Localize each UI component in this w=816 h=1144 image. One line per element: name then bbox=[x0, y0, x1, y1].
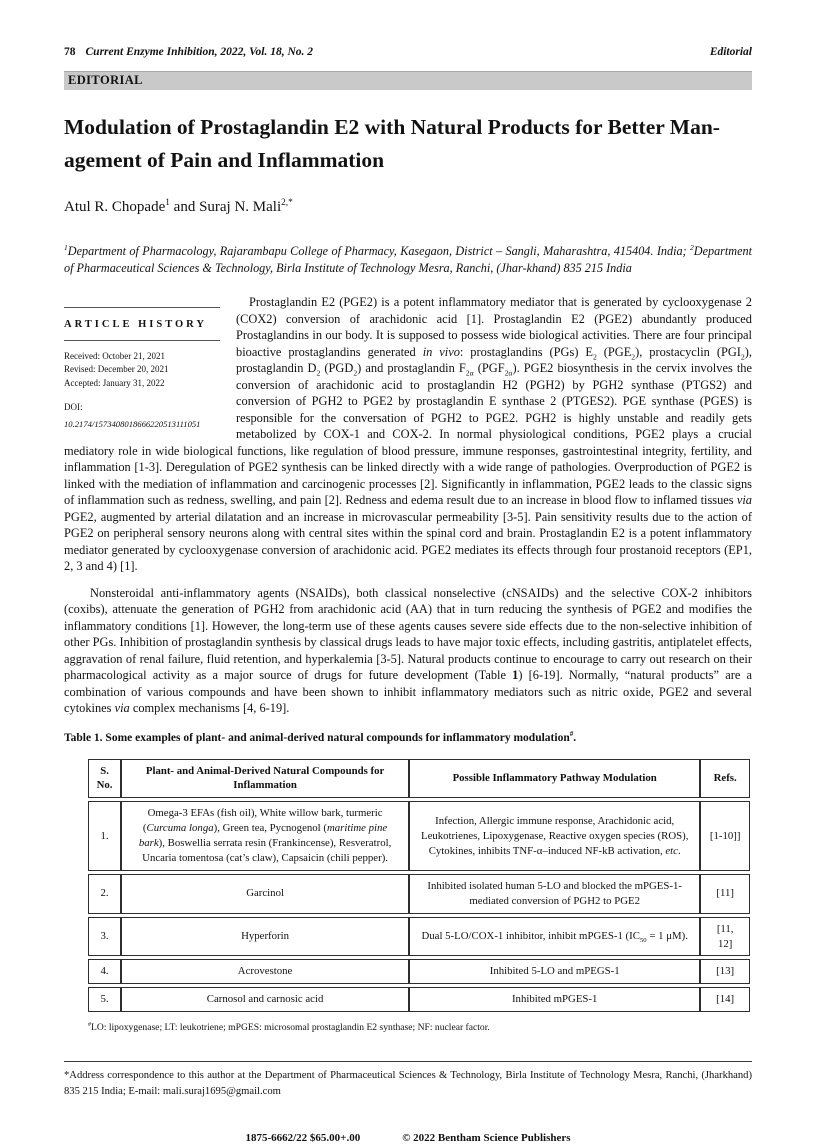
article-title: Modulation of Prostaglandin E2 with Natural Products for Better Man- agement of Pain and Inflammation bbox=[64, 115, 720, 172]
article-history-title: ARTICLE HISTORY bbox=[64, 319, 207, 330]
article-history-dates bbox=[64, 350, 224, 391]
accepted-date: Accepted: January 31, 2022 bbox=[64, 377, 165, 388]
copyright-line: © 2022 Bentham Science Publishers bbox=[402, 1131, 571, 1144]
table-row bbox=[88, 801, 750, 871]
doi-value: 10.2174/1573408018666220513111051 bbox=[64, 418, 201, 429]
natural-compounds-table bbox=[88, 756, 750, 1016]
cell-pathway: Inhibited 5-LO and mPEGS-1 bbox=[409, 959, 700, 984]
publisher-footer bbox=[64, 1132, 752, 1144]
revised-date: Revised: December 20, 2021 bbox=[64, 364, 169, 374]
table-row bbox=[88, 987, 750, 1012]
journal-citation: Current Enzyme Inhibition, 2022, Vol. 18, No. 2 bbox=[85, 46, 313, 58]
col-header-sno: S. No. bbox=[88, 759, 121, 799]
cell-compound: Omega-3 EFAs (fish oil), White willow bark, turmeric (Curcuma longa), Green tea, Pycnogenol (maritime pine bark), Boswellia serrata resin (Frankincense), Resveratrol, Uncaria tomentosa (cat’s claw), Capsaicin (chili pepper). bbox=[121, 801, 409, 871]
table-header-row bbox=[88, 759, 750, 799]
col-header-pathway: Possible Inflammatory Pathway Modulation bbox=[409, 759, 700, 799]
cell-pathway: Dual 5-LO/COX-1 inhibitor, inhibit mPGES-1 ($IC_{50} = 1$ μM). bbox=[409, 917, 700, 957]
running-head-left bbox=[64, 46, 313, 58]
section-label-bar bbox=[64, 71, 752, 90]
received-date: Received: October 21, 2021 bbox=[64, 350, 165, 361]
cell-refs: [11, 12] bbox=[700, 917, 750, 957]
cell-compound: Hyperforin bbox=[121, 917, 409, 957]
correspondence-note: *Address correspondence to this author at the Department of Pharmaceutical Sciences & Technology, Birla Institute of Technology Mesra, Ranchi, (Jharkhand) 835 215 India; E-mail: mali.suraj1695@gmail.com bbox=[64, 1070, 752, 1097]
col-header-refs: Refs. bbox=[700, 759, 750, 799]
issn-price: 1875-6662/22 $65.00+.00 bbox=[245, 1131, 361, 1144]
cell-refs: [11] bbox=[700, 874, 750, 914]
cell-sno: 4. bbox=[88, 959, 121, 984]
col-header-compounds: Plant- and Animal-Derived Natural Compounds for Inflammation bbox=[121, 759, 409, 799]
cell-sno: 1. bbox=[88, 801, 121, 871]
cell-compound: Acrovestone bbox=[121, 959, 409, 984]
paragraph-2: Nonsteroidal anti-inflammatory agents (NSAIDs), both classical nonselective (cNSAIDs) and the selective COX-2 inhibitors (coxibs), attenuate the generation of PGH2 from arachidonic acid (AA) that in turn reducing the synthesis of PGE2 and modifies the inflammatory conditions [1]. However, the long-term use of these agents causes severe side effects due to the non-selective inhibition of other PGs. Inhibition of prostaglandin synthesis by classical drugs leads to have major toxic effects, including gastritis, antiplatelet effects, aggravation of renal failure, fluid retention, and hyperkalemia [3-5]. Natural products continue to encourage to carry out research on their pharmacological activity as a major source of drugs for future development (Table 1) [6-19]. Normally, “natural products” are a combination of various compounds and have been shown to inhibit inflammatory mediators such as nitric oxide, PGE2 and several cytokines via complex mechanisms [4, 6-19]. bbox=[64, 585, 752, 715]
cell-refs: [1-10]] bbox=[700, 801, 750, 871]
table-row bbox=[88, 874, 750, 914]
table-row bbox=[88, 917, 750, 957]
cell-refs: [14] bbox=[700, 987, 750, 1012]
cell-sno: 5. bbox=[88, 987, 121, 1012]
section-label: EDITORIAL bbox=[68, 73, 143, 87]
table-caption: Table 1. Some examples of plant- and animal-derived natural compounds for inflammatory modulation#. bbox=[64, 729, 577, 744]
table-footnote: #LO: lipoxygenase; LT: leukotriene; mPGES: microsomal prostaglandin E2 synthase; NF: nuclear factor. bbox=[88, 1022, 490, 1034]
article-history-heading bbox=[64, 307, 220, 341]
table-row bbox=[88, 959, 750, 984]
cell-compound: Garcinol bbox=[121, 874, 409, 914]
authors-line: Atul R. Chopade$^1$ and Suraj N. Mali$^{2,*}$ bbox=[64, 198, 293, 216]
paragraph-1: Prostaglandin E2 (PGE2) is a potent inflammatory mediator that is generated by cyclooxygenase 2 (COX2) conversion of arachidonic acid [1]. Prostaglandin E2 (PGE2) abundantly produced Prostaglandins in our body. It is supposed to possess wide biological activities. There are four principal bioactive prostaglandins generated in vivo: prostaglandins (PGs) $E_2$ $(PGE_2)$, prostacyclin $(PGI_2)$, prostaglandin $D_2$ $(PGD_2)$ and prostaglandin $F_{2\alpha}$ $(PGF_{2\alpha})$. PGE2 biosynthesis in the cervix involves the conversion of arachidonic acid to prostaglandin H2 (PGH2) by PGH2 synthase (PTGS2) and conversion of PGH2 to PGE2 by prostaglandin E synthase 2 (PTGES2). PGE synthase (PGES) is responsible for the conversation of PGH2 to PGE2. PGH2 is highly unstable and readily gets metabolized by COX-1 and COX-2. In normal physiological conditions, PGE2 plays a crucial mediatory role in wide biological functions, like regulation of blood pressure, immune responses, gastrointestinal integrity, fertility, and inflammation [1-3]. Deregulation of PGE2 synthesis can be linked directly with a wide range of pathologies. Overproduction of PGE2 is linked with the mediation of inflammation and carcinogenic processes [2]. Significantly in inflammation, PGE2 leads to the classic signs of inflammation such as redness, swelling, and pain [2]. Redness and edema result due to an increase in blood flow to inflamed tissues via PGE2, augmented by arterial dilatation and an increase in microvascular permeability [3-5]. Pain sensitivity results due to the action of PGE2 on peripheral sensory neurons along with central sites within the spinal cord and brain. Prostaglandin E2 is a potent inflammatory mediator generated by cyclooxygenase conversion of arachidonic acid. PGE2 mediates its effects through four prostanoid receptors (EP1, 2, 3 and 4) [1]. bbox=[64, 295, 752, 573]
cell-pathway: Inhibited mPGES-1 bbox=[409, 987, 700, 1012]
cell-pathway: Inhibited isolated human 5-LO and blocked the mPGES-1-mediated conversion of PGH2 to PGE2 bbox=[409, 874, 700, 914]
cell-sno: 3. bbox=[88, 917, 121, 957]
page-number: 78 bbox=[64, 46, 76, 58]
doi-label: DOI: bbox=[64, 402, 83, 412]
cell-sno: 2. bbox=[88, 874, 121, 914]
article-body bbox=[64, 294, 752, 717]
affiliation: $^1$Department of Pharmacology, Rajarambapu College of Pharmacy, Kasegaon, District – Sangli, Maharashtra, 415404. India; $^2$Department of Pharmaceutical Sciences & Technology, Birla Institute of Technology Mesra, Ranchi, (Jhar-khand) 835 215 India bbox=[64, 243, 752, 276]
article-history-box bbox=[64, 307, 224, 432]
cell-compound: Carnosol and carnosic acid bbox=[121, 987, 409, 1012]
cell-refs: [13] bbox=[700, 959, 750, 984]
running-head-right-label: Editorial bbox=[709, 46, 752, 58]
footer-divider bbox=[64, 1061, 752, 1062]
running-head bbox=[64, 46, 752, 58]
cell-pathway: Infection, Allergic immune response, Arachidonic acid, Leukotrienes, Lipoxygenase, Reactive oxygen species (ROS), Cytokines, inhibits TNF-α–induced NF-kB activation, etc. bbox=[409, 801, 700, 871]
